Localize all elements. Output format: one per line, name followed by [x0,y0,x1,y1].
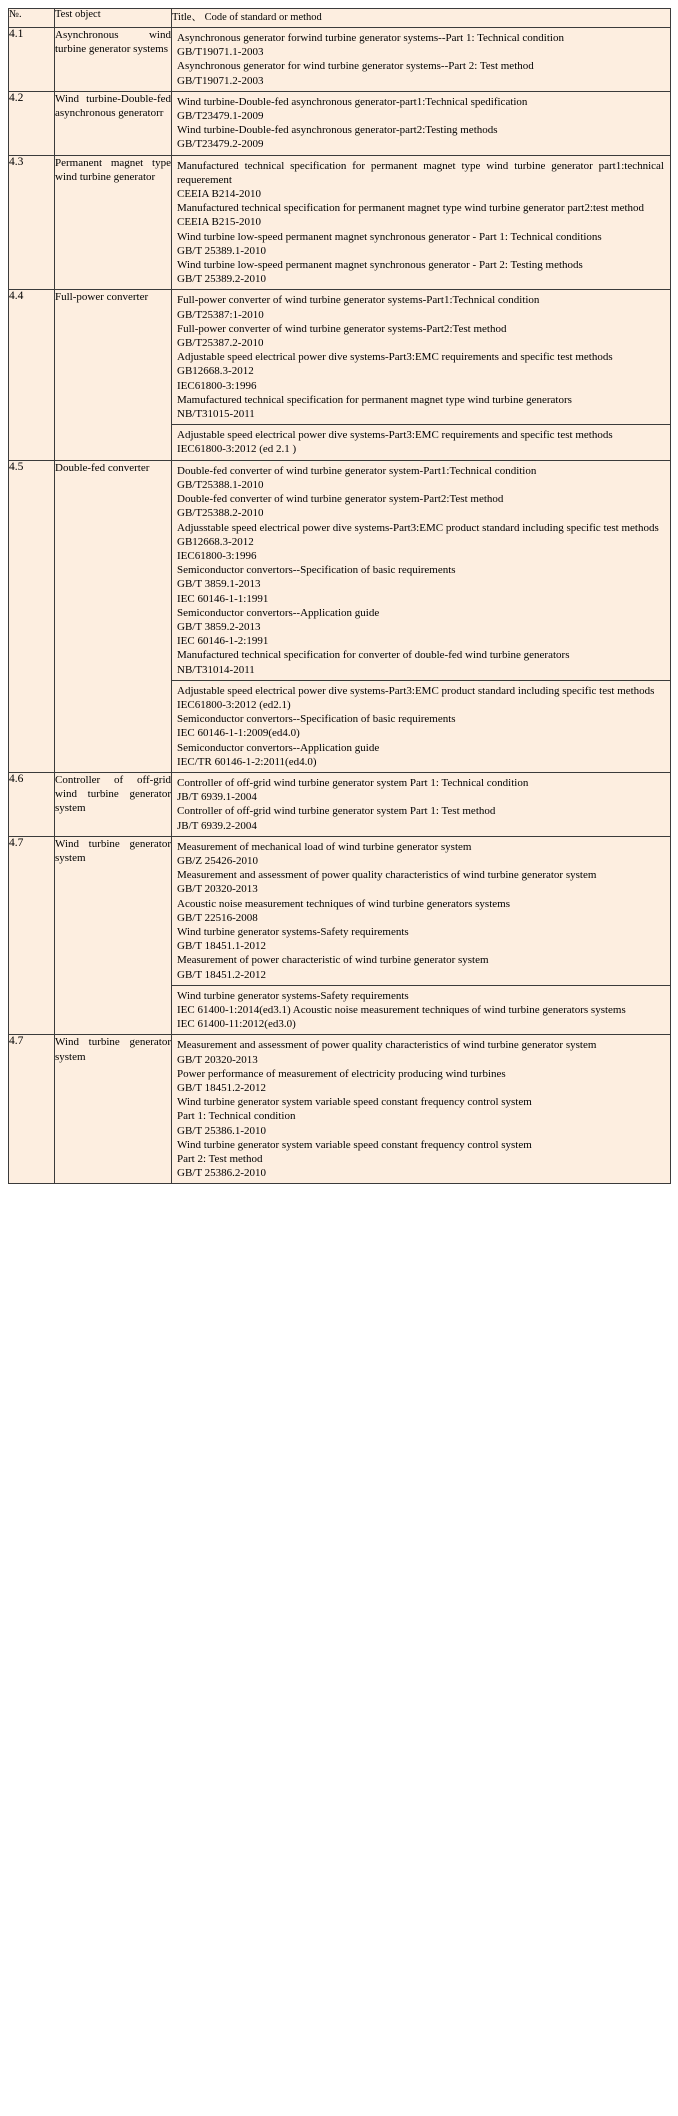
standard-line: Double-fed converter of wind turbine generator system-Part2:Test method [177,493,504,506]
standard-line: Controller of off-grid wind turbine generator system Part 1: Test method [177,805,496,818]
row-test-object: Double-fed converter [55,460,172,772]
standard-line: GB/T 25386.2-2010 [177,1167,267,1180]
standard-line: IEC/TR 60146-1-2:2011(ed4.0) [177,755,317,768]
table-row [9,155,671,290]
standards-table [8,8,671,1184]
row-number: 4.1 [9,28,55,92]
standards-block [172,424,670,459]
standard-line: GB/T 25389.1-2010 [177,244,267,257]
standard-line: GB/T 20320-2013 [177,1053,258,1066]
standard-line: Wind turbine low-speed permanent magnet synchronous generator - Part 2: Testing methods [177,259,583,272]
row-test-object: Wind turbine generator system [55,1035,172,1184]
standard-line: Wind turbine generator systems-Safety requirements [177,989,409,1002]
row-number: 4.5 [9,460,55,772]
standard-line: GB/T25387.2-2010 [177,337,264,350]
standard-line: Measurement and assessment of power quality characteristics of wind turbine generator system [177,869,597,882]
standard-line: JB/T 6939.1-2004 [177,791,257,804]
header-cell-title: Title、 Code of standard or method [172,9,671,28]
standard-line: GB/T 25389.2-2010 [177,273,267,286]
standard-line: NB/T31014-2011 [177,663,255,676]
row-number: 4.3 [9,155,55,290]
standard-line: Measurement and assessment of power quality characteristics of wind turbine generator system [177,1039,597,1052]
standards-block [172,773,670,836]
standard-line: IEC61800-3:1996 [177,379,257,392]
standards-block [172,92,670,155]
standard-line: Wind turbine generator system variable speed constant frequency control system [177,1138,532,1151]
standard-line: Manufactured technical specification for permanent magnet type wind turbine generator part2:test method [177,202,645,215]
standard-line: GB/T19071.1-2003 [177,46,264,59]
standard-line: GB/T 18451.1-2012 [177,940,267,953]
standard-line: GB/T 3859.2-2013 [177,620,261,633]
standard-line: GB/T 18451.2-2012 [177,1082,267,1095]
standard-line: Manufactured technical specification for permanent magnet type wind turbine generator part1:technical requerement [177,159,664,186]
standard-line: CEEIA B214-2010 [177,188,262,201]
standard-line: Adjusstable speed electrical power dive systems-Part3:EMC product standard including specific test methods [177,521,659,534]
standard-line: IEC61800-3:1996 [177,549,257,562]
standard-line: Part 1: Technical condition [177,1110,296,1123]
standard-line: GB/T25387:1-2010 [177,308,264,321]
standard-line: GB/T25388.1-2010 [177,478,264,491]
standard-line: GB/T 22516-2008 [177,911,258,924]
standards-block [172,461,670,680]
table-row [9,290,671,460]
standard-line: GB/T19071.2-2003 [177,74,264,87]
standard-line: IEC 60146-1-1:2009(ed4.0) [177,727,300,740]
row-test-object: Wind turbine-Double-fed asynchronous generatorr [55,91,172,155]
header-cell-no: №. [9,9,55,28]
standards-block [172,28,670,91]
row-test-object: Asynchronous wind turbine generator systems [55,28,172,92]
table-row [9,28,671,92]
standard-line: GB/T 3859.1-2013 [177,578,261,591]
standard-line: Semiconductor convertors--Specification of basic requirements [177,564,456,577]
standard-line: Controller of off-grid wind turbine generator system Part 1: Technical condition [177,776,529,789]
standard-line: IEC61800-3:2012 (ed2.1) [177,698,291,711]
standard-line: GB/T25388.2-2010 [177,507,264,520]
standard-line: Double-fed converter of wind turbine generator system-Part1:Technical condition [177,464,537,477]
standard-line: Measurement of power characteristic of wind turbine generator system [177,954,489,967]
row-standards [172,836,671,1035]
table-row [9,460,671,772]
row-test-object: Wind turbine generator system [55,836,172,1035]
table-body [9,9,671,1184]
standard-line: Power performance of measurement of electricity producing wind turbines [177,1067,506,1080]
standard-line: GB/T 20320-2013 [177,883,258,896]
row-number: 4.6 [9,772,55,836]
standards-block [172,837,670,985]
standard-line: NB/T31015-2011 [177,408,255,421]
standard-line: Asynchronous generator for wind turbine generator systems--Part 2: Test method [177,60,534,73]
row-test-object: Full-power converter [55,290,172,460]
standard-line: Adjustable speed electrical power dive systems-Part3:EMC requirements and specific test methods [177,351,613,364]
standard-line: GB/T23479.1-2009 [177,110,264,123]
row-test-object: Permanent magnet type wind turbine generator [55,155,172,290]
row-standards [172,28,671,92]
table-header-row [9,9,671,28]
standards-block [172,290,670,424]
table-row [9,91,671,155]
standard-line: Semiconductor convertors--Application guide [177,741,380,754]
standards-block [172,156,670,290]
standard-line: GB12668.3-2012 [177,535,254,548]
standard-line: IEC 60146-1-2:1991 [177,635,269,648]
row-standards [172,460,671,772]
table-row [9,836,671,1035]
standard-line: IEC 61400-11:2012(ed3.0) [177,1018,296,1031]
row-number: 4.4 [9,290,55,460]
row-standards [172,772,671,836]
standard-line: IEC 61400-1:2014(ed3.1) Acoustic noise measurement techniques of wind turbine generators systems [177,1004,626,1016]
table-row [9,772,671,836]
standard-line: Semiconductor convertors--Specification of basic requirements [177,713,456,726]
standard-line: GB/T 18451.2-2012 [177,968,267,981]
standard-line: Adjustable speed electrical power dive systems-Part3:EMC requirements and specific test methods [177,429,613,442]
header-cell-object: Test object [55,9,172,28]
table-row [9,1035,671,1184]
row-test-object: Controller of off-grid wind turbine generator system [55,772,172,836]
standard-line: Wind turbine-Double-fed asynchronous generator-part2:Testing methods [177,124,498,137]
standard-line: IEC 60146-1-1:1991 [177,592,269,605]
standard-line: GB12668.3-2012 [177,365,254,378]
standard-line: GB/T 25386.1-2010 [177,1124,267,1137]
standard-line: Adjustable speed electrical power dive systems-Part3:EMC product standard including specific test methods [177,684,655,697]
row-number: 4.2 [9,91,55,155]
standard-line: Full-power converter of wind turbine generator systems-Part1:Technical condition [177,294,540,307]
row-standards [172,91,671,155]
standard-line: IEC61800-3:2012 (ed 2.1 ) [177,443,297,456]
row-number: 4.7 [9,836,55,1035]
standard-line: Full-power converter of wind turbine generator systems-Part2:Test method [177,322,507,335]
standard-line: CEEIA B215-2010 [177,216,262,229]
standard-line: Wind turbine generator systems-Safety requirements [177,925,409,938]
standard-line: Mamufactured technical specification for permanent magnet type wind turbine generators [177,393,572,406]
standard-line: Measurement of mechanical load of wind turbine generator system [177,840,472,853]
standard-line: GB/Z 25426-2010 [177,854,258,867]
standard-line: JB/T 6939.2-2004 [177,819,257,832]
standard-line: GB/T23479.2-2009 [177,138,264,151]
standard-line: Acoustic noise measurement techniques of wind turbine generators systems [177,897,510,910]
standard-line: Wind turbine generator system variable speed constant frequency control system [177,1096,532,1109]
row-standards [172,1035,671,1184]
row-standards [172,290,671,460]
standard-line: Asynchronous generator forwind turbine generator systems--Part 1: Technical condition [177,32,564,44]
standard-line: Wind turbine low-speed permanent magnet synchronous generator - Part 1: Technical conditions [177,230,602,243]
standards-block [172,985,670,1035]
standard-line: Wind turbine-Double-fed asynchronous generator-part1:Technical spedification [177,95,528,108]
standard-line: Manufactured technical specification for converter of double-fed wind turbine generators [177,649,570,662]
standard-line: Semiconductor convertors--Application guide [177,606,380,619]
standards-block [172,680,670,772]
row-number: 4.7 [9,1035,55,1184]
standard-line: Part 2: Test method [177,1153,263,1166]
row-standards [172,155,671,290]
standards-block [172,1035,670,1183]
